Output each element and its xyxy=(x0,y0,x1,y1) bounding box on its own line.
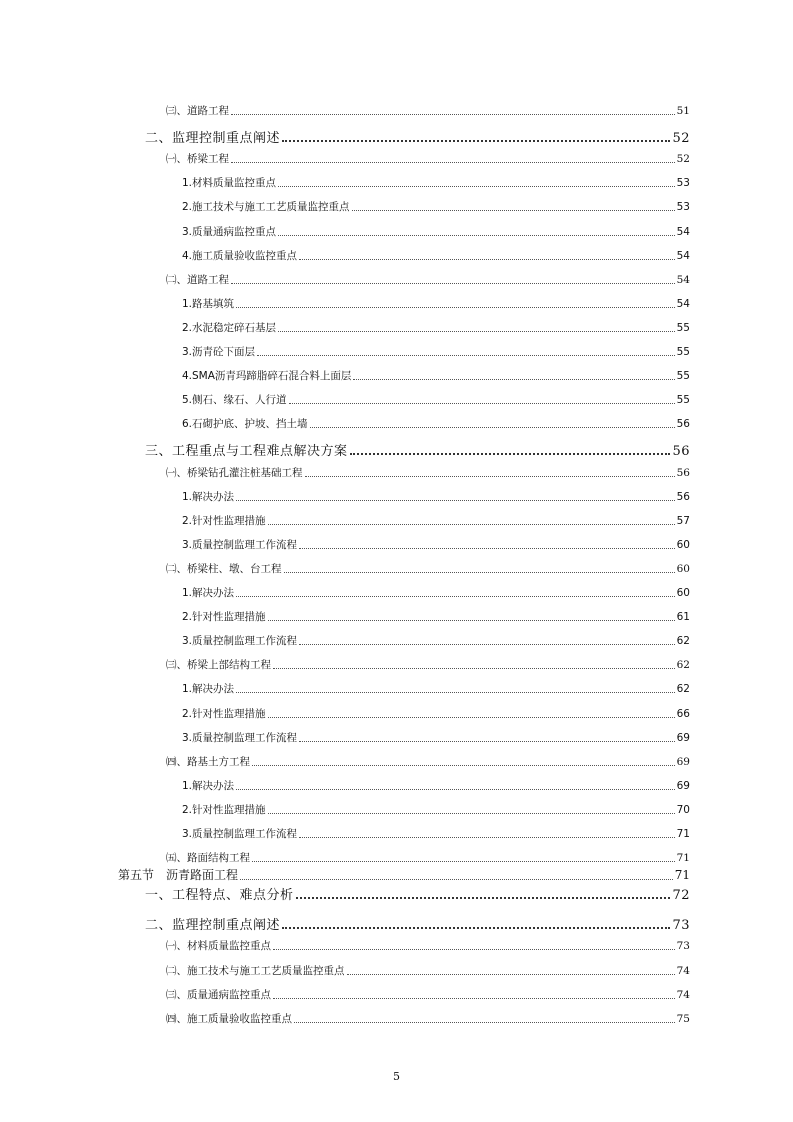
toc-entry-page: 69 xyxy=(676,731,690,744)
toc-entry[interactable] xyxy=(182,585,690,600)
toc-entry-page: 54 xyxy=(676,297,690,310)
toc-entry-label: ㈡、施工技术与施工工艺质量监控重点 xyxy=(166,964,345,977)
toc-entry-page: 52 xyxy=(676,153,690,166)
toc-entry-label: 5.侧石、缘石、人行道 xyxy=(182,394,287,407)
toc-entry-label: 1.解决办法 xyxy=(182,490,235,503)
toc-entry[interactable] xyxy=(166,272,690,287)
toc-entry[interactable] xyxy=(182,296,690,311)
toc-entry[interactable] xyxy=(182,537,690,552)
toc-entry-label: ㈠、桥梁工程 xyxy=(166,153,229,166)
toc-entry-page: 66 xyxy=(676,707,690,720)
toc-entry-label: ㈠、材料质量监控重点 xyxy=(166,940,271,953)
toc-entry-label: 2.施工技术与施工工艺质量监控重点 xyxy=(182,201,350,214)
toc-entry-page: 61 xyxy=(676,611,690,624)
toc-entry[interactable] xyxy=(145,884,690,903)
toc-entry[interactable] xyxy=(166,103,690,118)
toc-entry[interactable] xyxy=(182,802,690,817)
toc-entry-label: 6.石砌护底、护坡、挡土墙 xyxy=(182,418,308,431)
toc-entry-label: 4.施工质量验收监控重点 xyxy=(182,249,298,262)
toc-leader-dots xyxy=(310,426,675,428)
toc-entry-label: 1.解决办法 xyxy=(182,587,235,599)
toc-entry[interactable] xyxy=(182,320,690,335)
toc-entry[interactable] xyxy=(145,914,690,933)
toc-leader-dots xyxy=(273,997,675,999)
toc-leader-dots xyxy=(299,836,675,838)
toc-entry[interactable] xyxy=(145,440,690,459)
toc-entry-page: 69 xyxy=(676,755,690,768)
toc-entry-label: ㈢、道路工程 xyxy=(166,105,229,117)
toc-entry-label: 1.解决办法 xyxy=(182,683,235,696)
toc-entry-page: 74 xyxy=(676,988,690,1001)
toc-entry-page: 69 xyxy=(676,779,690,792)
toc-entry-page: 73 xyxy=(672,918,690,934)
toc-entry[interactable] xyxy=(166,754,690,769)
toc-entry-label: ㈤、路面结构工程 xyxy=(166,852,250,865)
toc-leader-dots xyxy=(236,788,675,790)
toc-leader-dots xyxy=(278,330,675,332)
toc-entry-label: ㈢、质量通病监控重点 xyxy=(166,988,271,1001)
toc-entry-page: 74 xyxy=(676,964,690,977)
toc-entry-page: 51 xyxy=(676,105,690,117)
toc-entry[interactable] xyxy=(182,826,690,841)
toc-entry-label: 1.路基填筑 xyxy=(182,297,235,310)
toc-entry[interactable] xyxy=(166,1011,690,1026)
toc-leader-dots xyxy=(289,402,675,404)
toc-entry-label: 2.针对性监理措施 xyxy=(182,611,266,624)
toc-leader-dots xyxy=(273,948,675,950)
toc-entry-page: 60 xyxy=(676,562,690,575)
toc-leader-dots xyxy=(347,973,675,975)
toc-entry[interactable] xyxy=(182,224,690,239)
toc-leader-dots xyxy=(236,306,675,308)
toc-entry-page: 53 xyxy=(676,201,690,214)
toc-entry-label: 3.质量控制监理工作流程 xyxy=(182,538,298,551)
toc-entry-label: 1.材料质量监控重点 xyxy=(182,177,277,190)
toc-entry[interactable] xyxy=(182,778,690,793)
toc-entry-label: 1.解决办法 xyxy=(182,779,235,792)
toc-leader-dots xyxy=(299,643,675,645)
toc-entry[interactable] xyxy=(145,127,690,146)
toc-entry-label: 第五节 沥青路面工程 xyxy=(118,868,239,883)
toc-leader-dots xyxy=(278,185,675,187)
toc-entry-label: 2.针对性监理措施 xyxy=(182,514,266,527)
toc-entry-page: 56 xyxy=(676,418,690,431)
toc-entry-label: 二、监理控制重点阐述 xyxy=(145,918,281,934)
toc-entry[interactable] xyxy=(166,963,690,978)
toc-entry-label: ㈣、施工质量验收监控重点 xyxy=(166,1012,292,1025)
toc-leader-dots xyxy=(299,547,675,549)
toc-entry-label: 2.针对性监理措施 xyxy=(182,707,266,720)
toc-entry-page: 62 xyxy=(676,683,690,696)
toc-entry[interactable] xyxy=(182,609,690,624)
toc-entry-page: 52 xyxy=(672,131,690,147)
toc-entry-label: 2.水泥稳定碎石基层 xyxy=(182,321,277,334)
toc-entry-label: 3.质量通病监控重点 xyxy=(182,225,277,238)
toc-entry-label: 3.质量控制监理工作流程 xyxy=(182,635,298,648)
toc-leader-dots xyxy=(268,619,675,621)
toc-entry[interactable] xyxy=(166,987,690,1002)
toc-entry-page: 62 xyxy=(676,659,690,672)
toc-leader-dots xyxy=(236,595,675,597)
toc-leader-dots xyxy=(282,139,670,142)
toc-leader-dots xyxy=(305,475,675,477)
toc-entry-label: 一、工程特点、难点分析 xyxy=(145,888,294,904)
toc-entry[interactable] xyxy=(166,561,690,576)
toc-entry[interactable] xyxy=(182,730,690,745)
toc-entry-page: 53 xyxy=(676,177,690,190)
toc-leader-dots xyxy=(257,354,675,356)
toc-leader-dots xyxy=(240,878,673,880)
toc-leader-dots xyxy=(231,282,675,284)
toc-entry-page: 71 xyxy=(676,852,690,865)
toc-leader-dots xyxy=(236,499,675,501)
toc-entry-page: 60 xyxy=(676,538,690,551)
toc-entry-page: 60 xyxy=(676,587,690,599)
toc-entry-page: 62 xyxy=(676,635,690,648)
toc-entry[interactable] xyxy=(166,465,690,480)
toc-entry-label: 3.质量控制监理工作流程 xyxy=(182,731,298,744)
toc-entry-page: 71 xyxy=(676,828,690,840)
toc-leader-dots xyxy=(252,764,675,766)
toc-leader-dots xyxy=(299,258,675,260)
toc-entry-label: 3.质量控制监理工作流程 xyxy=(182,828,298,840)
toc-entry-label: 二、监理控制重点阐述 xyxy=(145,131,281,147)
toc-entry-page: 56 xyxy=(676,490,690,503)
toc-entry-page: 55 xyxy=(676,346,690,358)
toc-leader-dots xyxy=(294,1021,675,1023)
toc-leader-dots xyxy=(352,209,675,211)
toc-entry[interactable] xyxy=(182,175,690,190)
toc-entry-label: 三、工程重点与工程难点解决方案 xyxy=(145,444,348,460)
toc-entry-label: ㈡、道路工程 xyxy=(166,273,229,286)
toc-entry[interactable] xyxy=(182,513,690,528)
toc-entry-page: 71 xyxy=(674,868,690,883)
toc-entry-label: ㈢、桥梁上部结构工程 xyxy=(166,659,271,672)
toc-entry-page: 55 xyxy=(676,321,690,334)
toc-leader-dots xyxy=(350,452,671,455)
toc-entry-page: 73 xyxy=(676,940,690,953)
toc-entry-label: ㈠、桥梁钻孔灌注桩基础工程 xyxy=(166,466,303,479)
toc-entry[interactable] xyxy=(166,657,690,672)
toc-entry-label: ㈣、路基土方工程 xyxy=(166,755,250,768)
toc-entry[interactable] xyxy=(182,633,690,648)
toc-entry[interactable] xyxy=(182,199,690,214)
toc-leader-dots xyxy=(299,740,675,742)
toc-leader-dots xyxy=(282,926,670,929)
toc-entry[interactable] xyxy=(166,151,690,166)
toc-entry[interactable] xyxy=(182,706,690,721)
toc-leader-dots xyxy=(252,860,675,862)
toc-entry-label: 4.SMA沥青玛蹄脂碎石混合料上面层 xyxy=(182,370,352,383)
toc-leader-dots xyxy=(296,896,671,899)
toc-entry-page: 72 xyxy=(672,888,690,904)
toc-entry[interactable] xyxy=(182,344,690,359)
toc-leader-dots xyxy=(231,161,675,163)
toc-entry-page: 75 xyxy=(676,1012,690,1025)
toc-leader-dots xyxy=(231,113,675,115)
toc-entry-page: 57 xyxy=(676,514,690,527)
toc-entry-page: 54 xyxy=(676,273,690,286)
toc-entry-page: 54 xyxy=(676,249,690,262)
toc-entry[interactable] xyxy=(166,850,690,865)
toc-entry[interactable] xyxy=(182,392,690,407)
toc-entry[interactable] xyxy=(182,368,690,383)
toc-entry-page: 56 xyxy=(672,444,690,460)
toc-entry-label: 3.沥青砼下面层 xyxy=(182,346,256,358)
toc-entry[interactable] xyxy=(182,489,690,504)
toc-leader-dots xyxy=(268,523,675,525)
toc-leader-dots xyxy=(268,716,675,718)
toc-entry[interactable] xyxy=(182,416,690,431)
toc-entry[interactable] xyxy=(182,248,690,263)
toc-entry[interactable] xyxy=(118,866,690,883)
toc-entry-label: 2.针对性监理措施 xyxy=(182,803,266,816)
toc-entry[interactable] xyxy=(166,938,690,953)
toc-entry[interactable] xyxy=(182,681,690,696)
page-number: 5 xyxy=(393,1070,400,1083)
toc-leader-dots xyxy=(353,378,674,380)
toc-leader-dots xyxy=(278,234,675,236)
toc-entry-page: 55 xyxy=(676,394,690,407)
toc-entry-page: 55 xyxy=(676,370,690,383)
toc-leader-dots xyxy=(273,667,675,669)
toc-leader-dots xyxy=(268,812,675,814)
toc-entry-page: 70 xyxy=(676,803,690,816)
toc-leader-dots xyxy=(284,571,675,573)
toc-leader-dots xyxy=(236,691,675,693)
toc-entry-page: 54 xyxy=(676,225,690,238)
toc-entry-page: 56 xyxy=(676,466,690,479)
toc-entry-label: ㈡、桥梁柱、墩、台工程 xyxy=(166,562,282,575)
